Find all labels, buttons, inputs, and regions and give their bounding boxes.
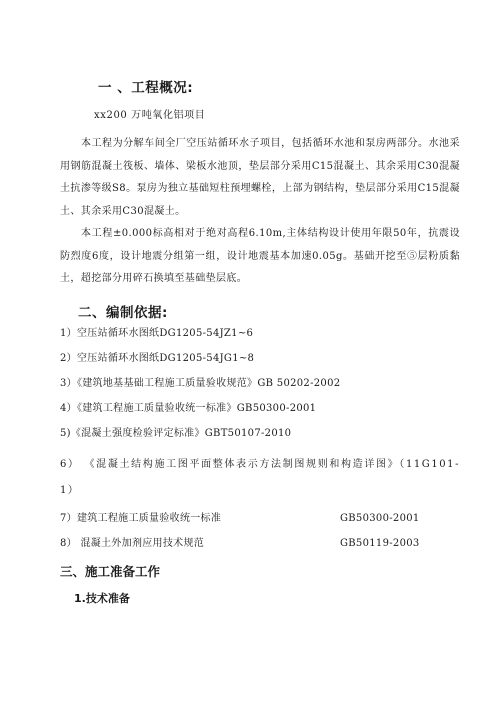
reference-item: 6） 《混凝土结构施工图平面整体表示方法制图规则和构造详图》（11G101-1） <box>60 458 460 496</box>
overview-paragraph-1: 本工程为分解车间全厂空压站循环水子项目，包括循环水池和泵房两部分。水池采用钢筋混凝土筏板、墙体、梁板水池顶，垫层部分采用C15混凝土、其余采用C30混凝土抗渗等级S8。泵房为独立基础短柱预埋螺栓，上部为钢结构，垫层部分采用C15混凝土、其余采用C30混凝土。 <box>60 138 460 217</box>
sub-heading-technical: 1.技术准备 <box>74 591 130 605</box>
reference-code: GB50119-2003 <box>340 537 420 549</box>
reference-item: 3）《建筑地基基础工程施工质量验收规范》GB 50202-2002 <box>60 377 341 389</box>
reference-item <box>60 537 460 550</box>
overview-paragraph-2: 本工程±0.000标高相对于绝对高程6.10m,主体结构设计使用年限50年，抗震设防烈度6度，设计地震分组第一组，设计地震基本加速0.05g。基础开挖至⑤层粉质黏土，超挖部分用碎石换填至基础垫层底。 <box>60 228 460 284</box>
project-name: xx200 万吨氧化铝项目 <box>94 110 206 121</box>
reference-code: GB50300-2001 <box>340 512 420 524</box>
reference-item: 5)《混凝土强度检验评定标准》GBT50107-2010 <box>60 427 292 439</box>
section-heading-preparation: 三、施工准备工作 <box>60 563 161 579</box>
reference-list <box>60 327 460 550</box>
reference-item: 1）空压站循环水图纸DG1205-54JZ1~6 <box>60 327 254 339</box>
reference-item <box>60 512 460 525</box>
reference-title: 8） 混凝土外加剂应用技术规范 <box>60 537 205 549</box>
reference-item: 4）《建筑工程施工质量验收统一标准》GB50300-2001 <box>60 402 317 414</box>
section-heading-overview: 一 、工程概况: <box>98 80 194 96</box>
reference-item: 2）空压站循环水图纸DG1205-54JG1~8 <box>60 352 255 364</box>
reference-title: 7）建筑工程施工质量验收统一标准 <box>60 512 222 524</box>
section-heading-basis: 二、编制依据: <box>78 304 168 321</box>
